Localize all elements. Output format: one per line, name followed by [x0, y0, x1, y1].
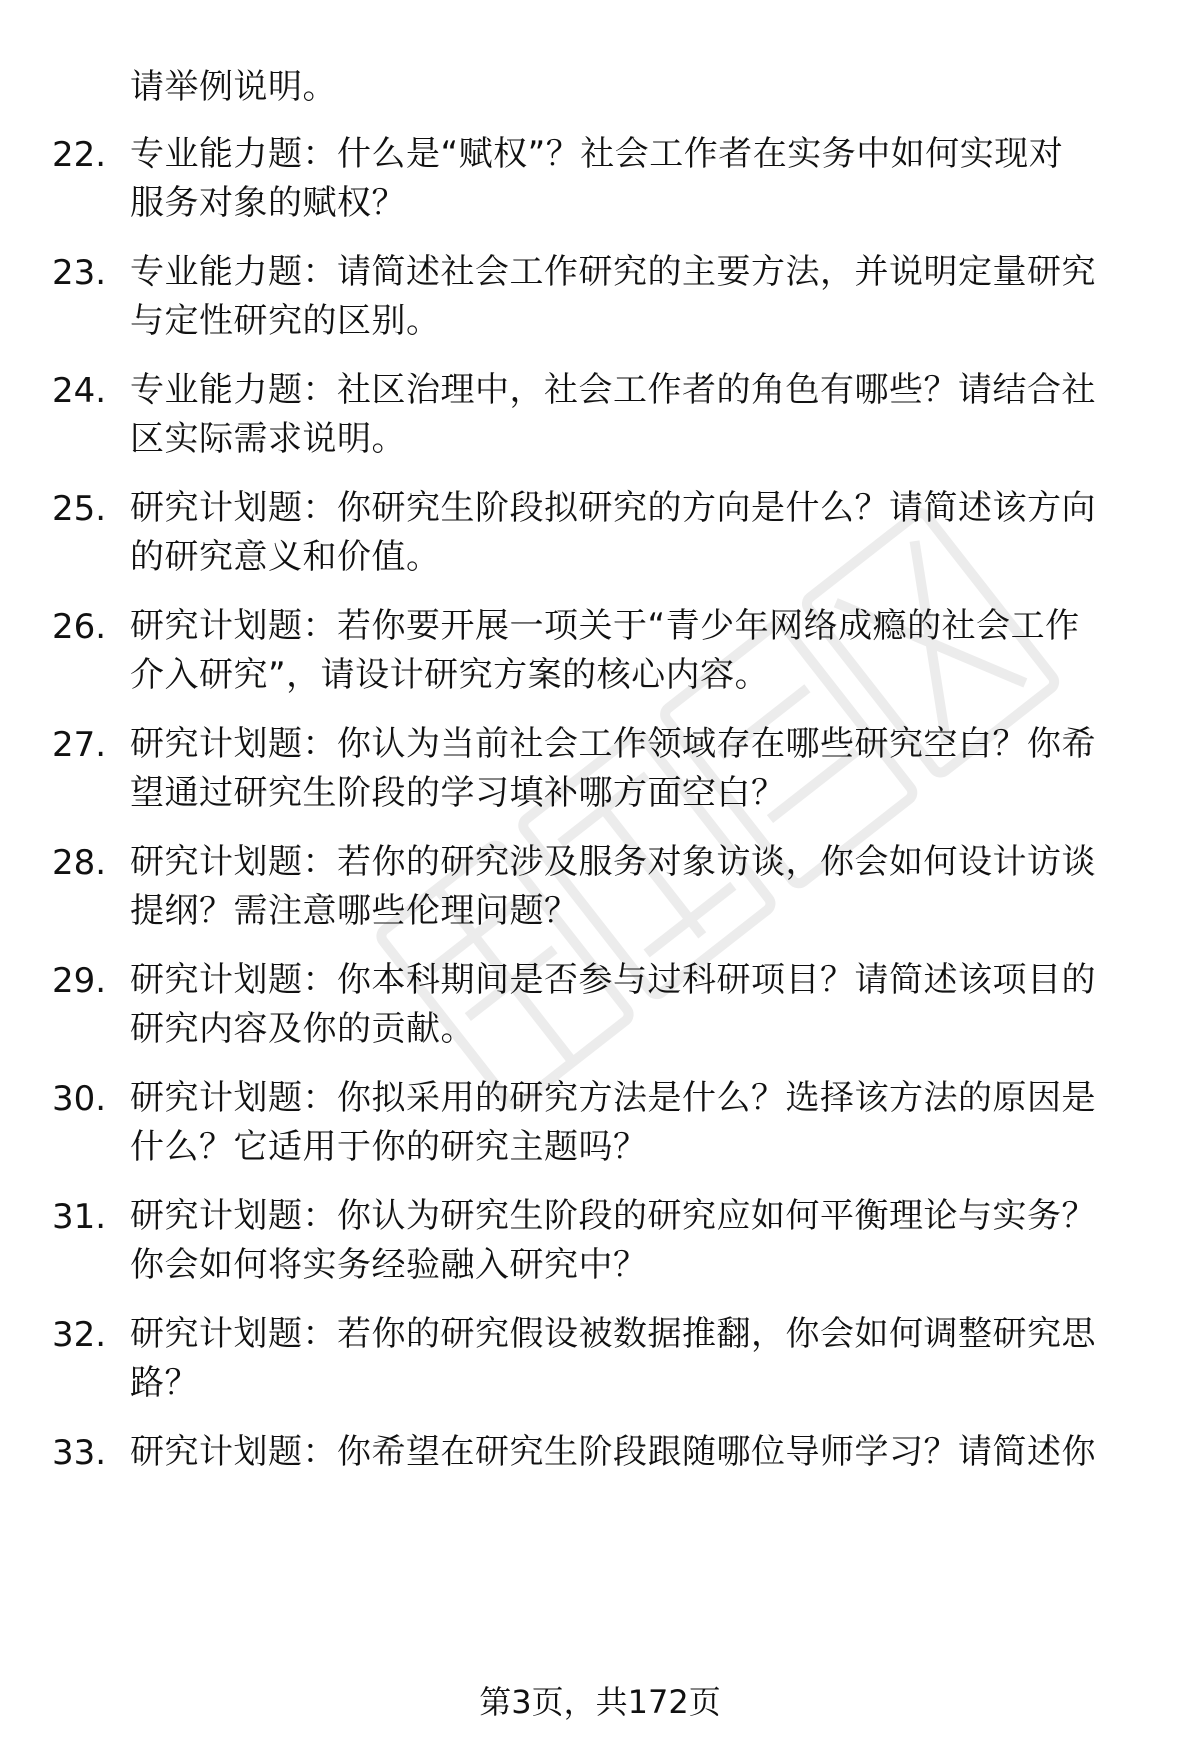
question-text-line: 研究计划题：若你的研究假设被数据推翻，你会如何调整研究思	[130, 1314, 1096, 1354]
question-text-line: 望通过研究生阶段的学习填补哪方面空白？	[130, 773, 786, 813]
question-text-line: 研究计划题：你认为当前社会工作领域存在哪些研究空白？你希	[130, 724, 1096, 764]
question-text	[130, 248, 1140, 346]
question-text-line: 研究计划题：你拟采用的研究方法是什么？选择该方法的原因是	[130, 1078, 1096, 1118]
question-number: 33.	[52, 1433, 107, 1473]
question-text-line: 专业能力题：什么是“赋权”？社会工作者在实务中如何实现对	[130, 134, 1064, 174]
question-text	[130, 1310, 1140, 1408]
question-text-line: 研究计划题：若你要开展一项关于“青少年网络成瘾的社会工作	[130, 606, 1080, 646]
question-text	[130, 1074, 1140, 1172]
question-text-line: 的研究意义和价值。	[130, 537, 441, 577]
question-number: 32.	[52, 1315, 107, 1355]
question-text-line: 专业能力题：请简述社会工作研究的主要方法，并说明定量研究	[130, 252, 1096, 292]
question-text	[130, 602, 1140, 700]
question-text-line: 研究计划题：你希望在研究生阶段跟随哪位导师学习？请简述你	[130, 1432, 1096, 1472]
question-text	[130, 838, 1140, 936]
question-text	[130, 484, 1140, 582]
question-text	[130, 1192, 1140, 1290]
question-text	[130, 366, 1140, 464]
question-number: 23.	[52, 253, 107, 293]
question-text-line: 你会如何将实务经验融入研究中？	[130, 1245, 648, 1285]
question-text-line: 专业能力题：社区治理中，社会工作者的角色有哪些？请结合社	[130, 370, 1096, 410]
question-text-line: 研究内容及你的贡献。	[130, 1009, 475, 1049]
page-footer: 第3页，共172页	[479, 1683, 721, 1721]
question-text-line: 区实际需求说明。	[130, 419, 406, 459]
question-number: 24.	[52, 371, 107, 411]
question-text	[130, 956, 1140, 1054]
question-number: 30.	[52, 1079, 107, 1119]
question-text-line: 研究计划题：你本科期间是否参与过科研项目？请简述该项目的	[130, 960, 1096, 1000]
question-text-line: 研究计划题：若你的研究涉及服务对象访谈，你会如何设计访谈	[130, 842, 1096, 882]
question-text-line: 与定性研究的区别。	[130, 301, 441, 341]
question-text-line: 研究计划题：你认为研究生阶段的研究应如何平衡理论与实务？	[130, 1196, 1096, 1236]
question-number: 27.	[52, 725, 107, 765]
question-text-line: 服务对象的赋权？	[130, 183, 406, 223]
continued-question-text: 请举例说明。	[130, 67, 337, 107]
question-number: 31.	[52, 1197, 107, 1237]
question-number: 26.	[52, 607, 107, 647]
question-text-line: 研究计划题：你研究生阶段拟研究的方向是什么？请简述该方向	[130, 488, 1096, 528]
question-number: 25.	[52, 489, 107, 529]
question-text-line: 介入研究”，请设计研究方案的核心内容。	[130, 655, 770, 695]
question-text	[130, 130, 1140, 228]
question-text-line: 提纲？需注意哪些伦理问题？	[130, 891, 579, 931]
question-number: 29.	[52, 961, 107, 1001]
question-text-line: 路？	[130, 1363, 199, 1403]
question-number: 22.	[52, 135, 107, 175]
question-text-line: 什么？它适用于你的研究主题吗？	[130, 1127, 648, 1167]
question-text	[130, 1428, 1140, 1477]
question-number: 28.	[52, 843, 107, 883]
question-text	[130, 720, 1140, 818]
